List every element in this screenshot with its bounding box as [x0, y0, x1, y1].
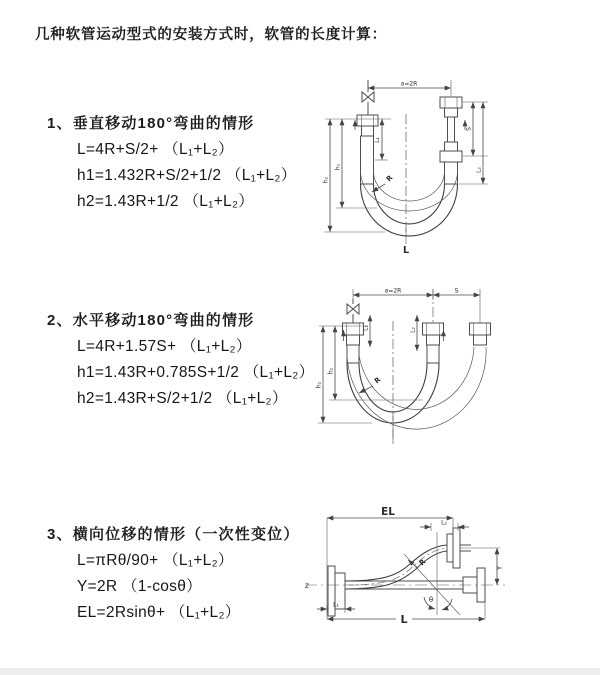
length-label: L: [402, 245, 410, 256]
dim-label-s: S: [454, 287, 459, 295]
section-vertical-180: [47, 111, 297, 215]
scan-edge-shadow: [0, 668, 600, 675]
braided-hose-section: [361, 136, 374, 184]
centerline-mark-z: Z: [304, 583, 310, 590]
dim-label-l2: L₂: [409, 327, 417, 333]
formula-line: h2=1.43R+1/2 （L₁+L₂）: [77, 193, 255, 210]
dim-label-a2r: a=2R: [400, 80, 418, 88]
dim-label-l1: L₁: [374, 137, 381, 143]
dim-label-l1: L₁: [362, 325, 370, 331]
section-horizontal-180: [47, 308, 314, 412]
radius-label: R: [384, 173, 395, 184]
formula-line: h1=1.43R+0.785S+1/2 （L₁+L₂）: [77, 364, 315, 381]
length-label: L: [400, 613, 408, 626]
dim-label-el: EL: [381, 506, 395, 518]
diagram-vertical-180-bend: [315, 72, 600, 262]
dim-label-s: S: [465, 127, 473, 131]
dim-label-l1: L₁: [333, 601, 339, 609]
formula-line: h1=1.432R+S/2+1/2 （L₁+L₂）: [77, 167, 297, 184]
dimension-lines: [317, 518, 500, 619]
pipes-and-flanges: [357, 80, 462, 240]
section-2-heading: 2、水平移动180°弯曲的情形: [47, 312, 255, 329]
dim-label-h2: h₂: [315, 381, 323, 389]
formula-line: EL=2Rsinθ+ （L₁+L₂）: [77, 604, 241, 621]
pipes-and-flanges: [343, 289, 491, 443]
formula-line: h2=1.43R+S/2+1/2 （L₁+L₂）: [77, 390, 288, 407]
diagram-labels: [323, 81, 483, 257]
diagram-horizontal-180-bend: [310, 283, 600, 458]
page-title: 几种软管运动型式的安装方式时，软管的长度计算：: [35, 27, 387, 43]
hose-curves: [345, 545, 447, 589]
dim-label-l2: L₂: [475, 167, 483, 173]
braided-hose-section: [347, 345, 359, 363]
section-lateral-displacement: [47, 522, 300, 626]
valve-icon: [362, 92, 374, 102]
dim-label-h1: h₁: [327, 367, 335, 375]
formula-line: Y=2R （1-cosθ）: [77, 578, 202, 595]
radius-label: R: [417, 557, 428, 568]
diagram-lateral-displacement: [300, 502, 600, 672]
formula-line: L=πRθ/90+ （L₁+L₂）: [77, 552, 234, 569]
formula-line: L=4R+S/2+ （L₁+L₂）: [77, 141, 234, 158]
dim-label-h1: h₁: [334, 163, 342, 171]
radius-label: R: [373, 375, 383, 386]
valve-icon: [347, 304, 359, 314]
hose-curves: [361, 171, 458, 244]
section-3-heading: 3、横向位移的情形（一次性变位）: [47, 526, 300, 543]
dim-label-l2: L₂: [441, 519, 447, 527]
theta-label: θ: [428, 596, 434, 604]
diagram-labels: [316, 288, 459, 389]
dimension-lines: [315, 289, 480, 423]
formula-line: L=4R+1.57S+ （L₁+L₂）: [77, 338, 252, 355]
section-1-heading: 1、垂直移动180°弯曲的情形: [47, 115, 255, 132]
braided-hose-section: [427, 345, 439, 363]
dim-label-a2r: a=2R: [384, 287, 402, 295]
dim-label-h2: h₂: [322, 176, 330, 184]
hose-curves: [347, 347, 486, 444]
braided-hose-section: [445, 162, 458, 184]
dim-label-y: Y: [495, 565, 504, 571]
